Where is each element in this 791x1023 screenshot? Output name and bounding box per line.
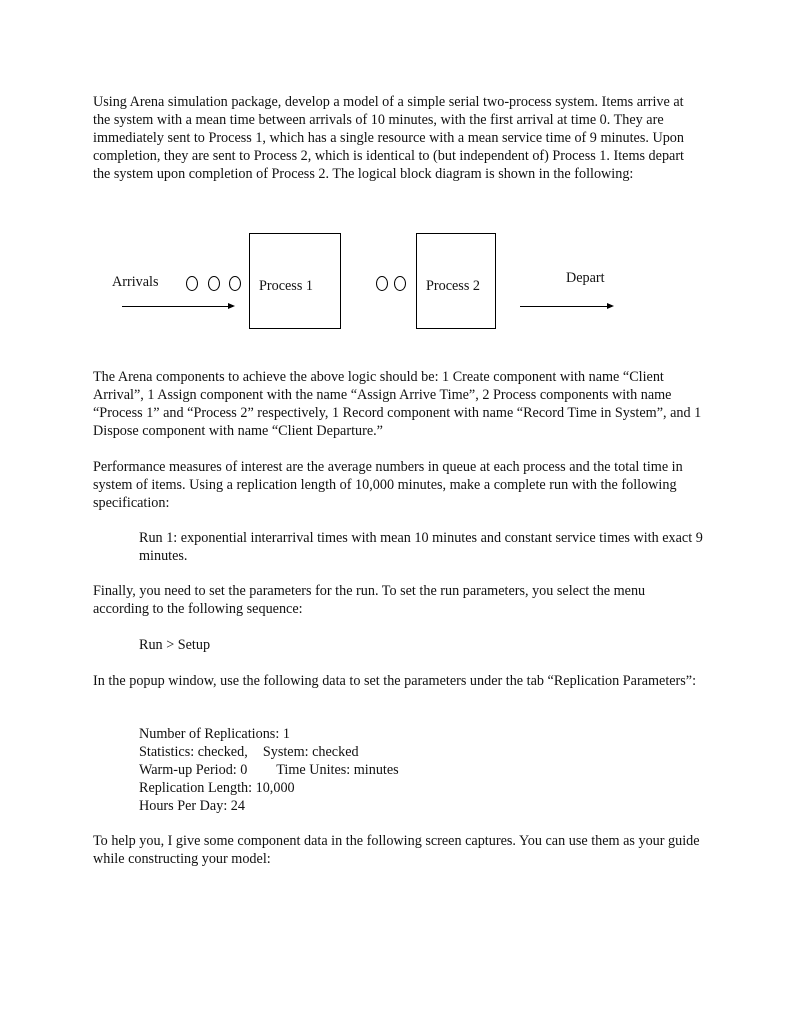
finally-paragraph: Finally, you need to set the parameters for the run. To set the run parameters, you select the menu according to the following sequence: — [93, 583, 646, 617]
param-replications: Number of Replications: 1 — [139, 726, 290, 742]
process-2-box — [416, 233, 496, 329]
param-hours-per-day: Hours Per Day: 24 — [139, 798, 245, 814]
queue-circle-4 — [376, 276, 388, 291]
run1-spec: Run 1: exponential interarrival times with mean 10 minutes and constant service times with exact 9 minutes. — [139, 530, 703, 564]
block-diagram — [93, 233, 703, 333]
process-1-label: Process 1 — [259, 278, 313, 294]
popup-paragraph: In the popup window, use the following data to set the parameters under the tab “Replication Parameters”: — [93, 673, 697, 689]
arrival-arrow — [122, 306, 233, 307]
arrivals-label: Arrivals — [112, 274, 159, 290]
performance-paragraph: Performance measures of interest are the average numbers in queue at each process and the total time in system of items. Using a replication length of 10,000 minutes, make a complete run with the following specification: — [93, 459, 683, 511]
queue-circle-3 — [229, 276, 241, 291]
closing-paragraph: To help you, I give some component data in the following screen captures. You can use them as your guide while constructing your model: — [93, 833, 700, 867]
process-1-box — [249, 233, 341, 329]
param-warmup-row — [139, 761, 703, 779]
menu-sequence: Run > Setup — [139, 637, 211, 653]
process-2-label: Process 2 — [426, 278, 480, 294]
queue-circle-1 — [186, 276, 198, 291]
param-statistics: Statistics: checked, — [139, 744, 248, 760]
queue-circle-5 — [394, 276, 406, 291]
param-system: System: checked — [262, 744, 359, 760]
depart-label: Depart — [566, 270, 605, 286]
parameter-list — [93, 725, 703, 815]
queue-circle-2 — [208, 276, 220, 291]
param-statistics-row — [139, 743, 703, 761]
intro-paragraph: Using Arena simulation package, develop a model of a simple serial two-process system. Items arrive at the system with a mean time between arrivals of 10 minutes, with the first arrival at time 0. They are immediately sent to Process 1, which has a single resource with a mean service time of 9 minutes. Upon completion, they are sent to Process 2, which is identical to (but independent of) Process 1. Items depart the system upon completion of Process 2. The logical block diagram is shown in the following: — [93, 94, 684, 182]
param-warmup: Warm-up Period: 0 — [139, 762, 248, 778]
param-replication-length: Replication Length: 10,000 — [139, 780, 295, 796]
depart-arrow — [520, 306, 612, 307]
components-paragraph: The Arena components to achieve the above logic should be: 1 Create component with name “Client Arrival”, 1 Assign component with the name “Assign Arrive Time”, 2 Process components with name “Process 1” and “Process 2” respectively, 1 Record component with name “Record Time in System”, and 1 Dispose component with name “Client Departure.” — [93, 369, 702, 439]
param-time-units: Time Unites: minutes — [276, 762, 399, 778]
